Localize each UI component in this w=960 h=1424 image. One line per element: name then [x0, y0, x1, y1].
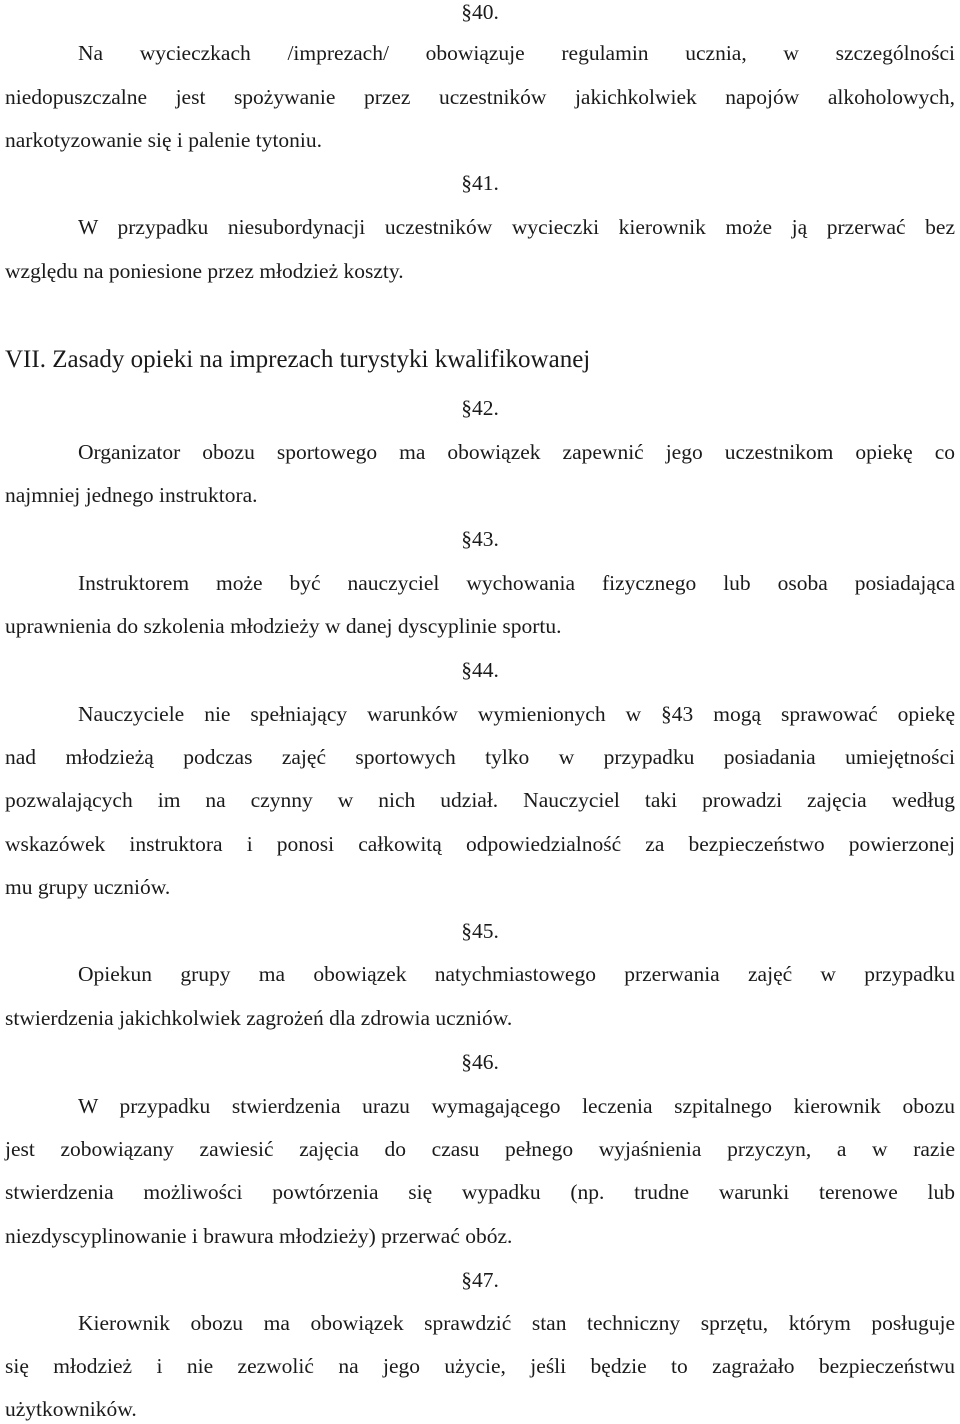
chapter-heading: VII. Zasady opieki na imprezach turystyki kwalifikowanej: [5, 346, 591, 373]
paragraph-45-line-2: stwierdzenia jakichkolwiek zagrożeń dla zdrowia uczniów.: [5, 1006, 513, 1030]
paragraph-41-line-1: W przypadku niesubordynacji uczestników wycieczki kierownik może ją przerwać bez: [78, 215, 955, 239]
paragraph-41-line-2: względu na poniesione przez młodzież koszty.: [5, 259, 404, 283]
paragraph-44-line-3: pozwalających im na czynny w nich udział. Nauczyciel taki prowadzi zajęcia według: [5, 788, 955, 812]
paragraph-46-line-1: W przypadku stwierdzenia urazu wymagającego leczenia szpitalnego kierownik obozu: [78, 1094, 955, 1118]
paragraph-42-line-1: Organizator obozu sportowego ma obowiązek zapewnić jego uczestnikom opiekę co: [78, 440, 955, 464]
section-number-43: §43.: [461, 527, 499, 551]
paragraph-44-line-1: Nauczyciele nie spełniający warunków wymienionych w §43 mogą sprawować opiekę: [78, 702, 955, 726]
paragraph-40-line-2: niedopuszczalne jest spożywanie przez uczestników jakichkolwiek napojów alkoholowych,: [5, 85, 955, 109]
paragraph-43-line-2: uprawnienia do szkolenia młodzieży w danej dyscyplinie sportu.: [5, 614, 562, 638]
section-number-47: §47.: [461, 1268, 499, 1292]
section-number-46: §46.: [461, 1050, 499, 1074]
paragraph-47-line-3: użytkowników.: [5, 1397, 137, 1421]
paragraph-44-line-5: mu grupy uczniów.: [5, 875, 171, 899]
section-number-42: §42.: [461, 396, 499, 420]
paragraph-47-line-2: się młodzież i nie zezwolić na jego użycie, jeśli będzie to zagrażało bezpieczeństwu: [5, 1354, 955, 1378]
paragraph-43-line-1: Instruktorem może być nauczyciel wychowania fizycznego lub osoba posiadająca: [78, 571, 955, 595]
paragraph-45-line-1: Opiekun grupy ma obowiązek natychmiastowego przerwania zajęć w przypadku: [78, 962, 955, 986]
paragraph-44-line-2: nad młodzieżą podczas zajęć sportowych tylko w przypadku posiadania umiejętności: [5, 745, 955, 769]
paragraph-44-line-4: wskazówek instruktora i ponosi całkowitą odpowiedzialność za bezpieczeństwo powierzonej: [5, 832, 955, 856]
paragraph-46-line-4: niezdyscyplinowanie i brawura młodzieży) przerwać obóz.: [5, 1224, 513, 1248]
paragraph-46-line-3: stwierdzenia możliwości powtórzenia się wypadku (np. trudne warunki terenowe lub: [5, 1180, 955, 1204]
paragraph-42-line-2: najmniej jednego instruktora.: [5, 483, 258, 507]
paragraph-47-line-1: Kierownik obozu ma obowiązek sprawdzić stan techniczny sprzętu, którym posługuje: [78, 1311, 955, 1335]
paragraph-40-line-3: narkotyzowanie się i palenie tytoniu.: [5, 128, 323, 152]
section-number-44: §44.: [461, 658, 499, 682]
section-number-40: §40.: [461, 0, 499, 24]
section-number-45: §45.: [461, 919, 499, 943]
paragraph-46-line-2: jest zobowiązany zawiesić zajęcia do czasu pełnego wyjaśnienia przyczyn, a w razie: [5, 1137, 955, 1161]
paragraph-40-line-1: Na wycieczkach /imprezach/ obowiązuje regulamin ucznia, w szczególności: [78, 41, 955, 65]
section-number-41: §41.: [461, 171, 499, 195]
